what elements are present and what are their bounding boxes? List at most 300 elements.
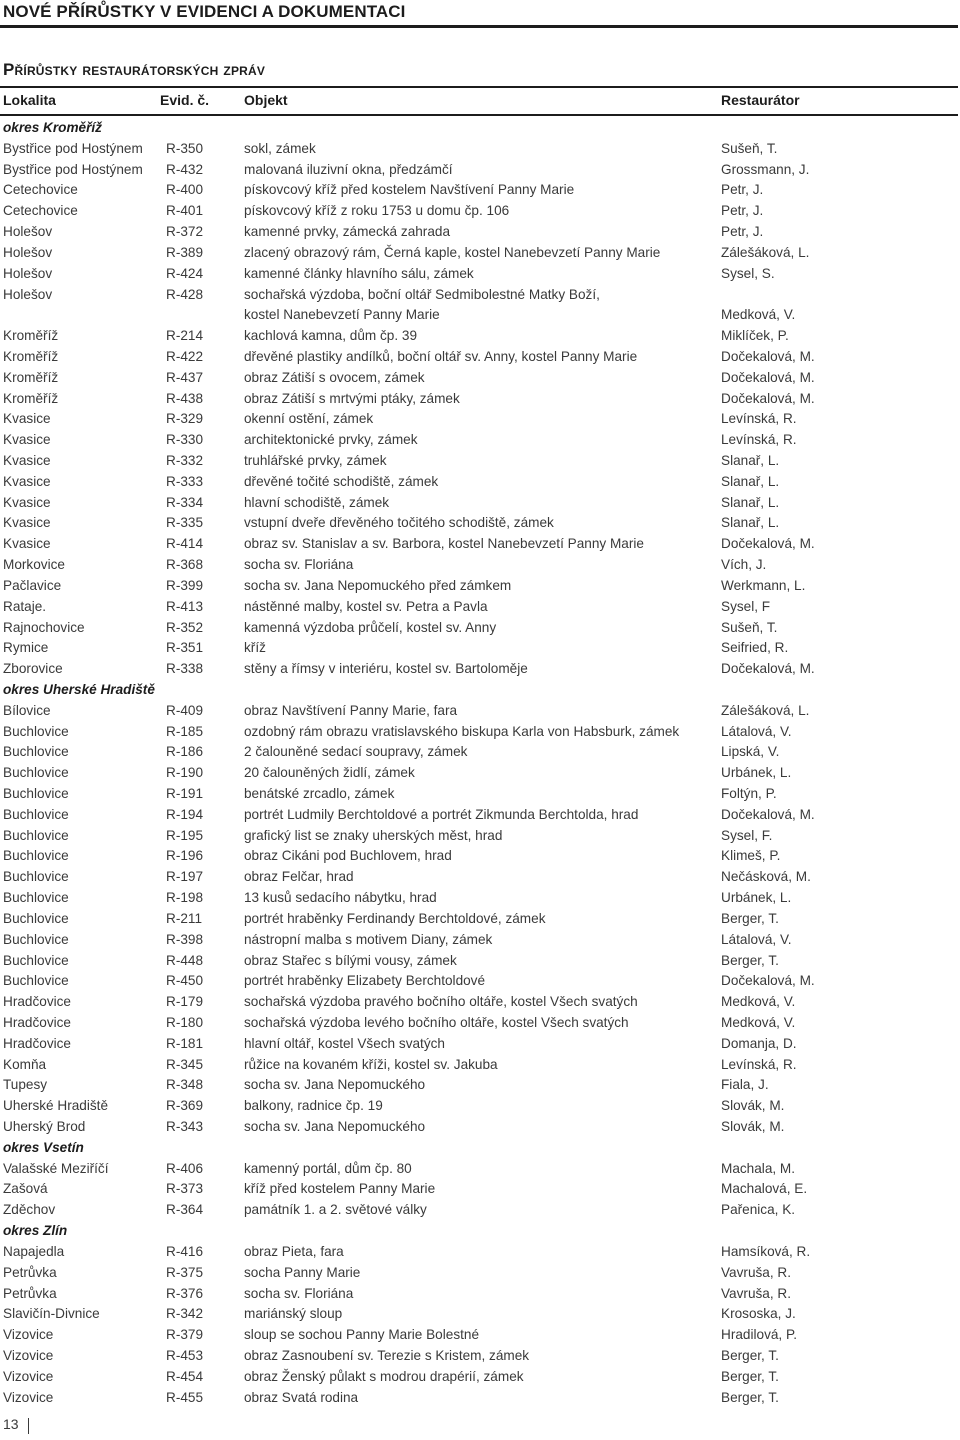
cell-objekt: pískovcový kříž před kostelem Navštívení Panny Marie — [244, 182, 575, 198]
table-row — [0, 285, 958, 327]
cell-lokalita: Buchlovice — [3, 890, 69, 906]
cell-objekt: obraz Ženský půlakt s modrou drapérií, zámek — [244, 1368, 524, 1384]
cell-objekt: sloup se sochou Panny Marie Bolestné — [244, 1327, 480, 1343]
table-row — [0, 951, 958, 972]
table-row — [0, 1159, 958, 1180]
cell-lokalita: Rataje. — [3, 598, 47, 614]
cell-objekt: balkony, radnice čp. 19 — [244, 1098, 383, 1114]
cell-lokalita: Kvasice — [3, 473, 51, 489]
table-header — [0, 90, 958, 111]
cell-objekt: socha sv. Jana Nepomuckého — [244, 1119, 426, 1134]
cell-objekt: truhlářské prvky, zámek — [244, 453, 387, 468]
cell-evid: R-333 — [166, 473, 204, 489]
table-row — [0, 1034, 958, 1055]
cell-objekt: sokl, zámek — [244, 140, 316, 156]
cell-objekt: socha sv. Jana Nepomuckého před zámkem — [244, 577, 512, 593]
cell-objekt: portrét hraběnky Ferdinandy Berchtoldové, zámek — [244, 910, 546, 926]
cell-objekt: socha sv. Floriána — [244, 1285, 354, 1301]
cell-lokalita: Valašské Meziříčí — [3, 1160, 109, 1176]
cell-objekt: vstupní dveře dřevěného točitého schodiště, zámek — [244, 515, 554, 531]
cell-evid: R-450 — [166, 973, 204, 989]
cell-evid: R-195 — [166, 827, 204, 843]
cell-lokalita: Kvasice — [3, 515, 51, 531]
cell-lokalita: Kroměříž — [3, 348, 59, 364]
cell-lokalita: Zašová — [3, 1181, 48, 1197]
cell-restaurator: Látalová, V. — [721, 723, 792, 739]
cell-restaurator: Dočekalová, M. — [721, 390, 815, 406]
cell-lokalita: Komňa — [3, 1056, 47, 1072]
cell-evid: R-400 — [166, 182, 204, 198]
cell-evid: R-375 — [166, 1264, 204, 1280]
district-heading — [0, 1221, 958, 1242]
cell-evid: R-190 — [166, 765, 204, 781]
cell-restaurator: Dočekalová, M. — [721, 536, 815, 552]
cell-restaurator: Petr, J. — [721, 203, 764, 219]
cell-evid: R-438 — [166, 390, 204, 406]
cell-lokalita: Vizovice — [3, 1327, 54, 1343]
cell-restaurator: Machala, M. — [721, 1160, 796, 1176]
district-label: okres Kroměříž — [3, 120, 102, 135]
header-rule — [0, 114, 958, 116]
section-title: Přírůstky restaurátorských zpráv — [3, 60, 266, 79]
table-row — [0, 555, 958, 576]
table-row — [0, 888, 958, 909]
cell-lokalita: Hradčovice — [3, 1014, 71, 1030]
cell-objekt: okenní ostění, zámek — [244, 411, 374, 427]
cell-objekt: 13 kusů sedacího nábytku, hrad — [244, 890, 437, 906]
cell-evid: R-416 — [166, 1243, 204, 1259]
cell-lokalita: Holešov — [3, 224, 53, 240]
cell-evid: R-437 — [166, 369, 204, 385]
table-row — [0, 1263, 958, 1284]
cell-restaurator: Medková, V. — [721, 1014, 796, 1030]
cell-lokalita: Rajnochovice — [3, 619, 85, 635]
cell-restaurator: Urbánek, L. — [721, 765, 792, 781]
cell-evid: R-180 — [166, 1014, 204, 1030]
cell-lokalita: Cetechovice — [3, 203, 78, 219]
page-number-rule — [28, 1418, 29, 1434]
cell-objekt: 20 čalouněných židlí, zámek — [244, 765, 415, 781]
cell-restaurator: Sysel, F — [721, 598, 771, 614]
table-row — [0, 763, 958, 784]
page-number: 13 — [3, 1416, 19, 1432]
cell-restaurator: Dočekalová, M. — [721, 369, 815, 385]
cell-lokalita: Buchlovice — [3, 952, 69, 968]
cell-restaurator: Domanja, D. — [721, 1035, 797, 1051]
cell-evid: R-406 — [166, 1160, 204, 1176]
table-row — [0, 1304, 958, 1325]
cell-restaurator: Medková, V. — [721, 307, 796, 323]
cell-lokalita: Morkovice — [3, 557, 65, 573]
cell-objekt: socha sv. Floriána — [244, 557, 354, 573]
cell-restaurator: Dočekalová, M. — [721, 973, 815, 989]
cell-objekt: mariánský sloup — [244, 1306, 343, 1322]
cell-restaurator: Pařenica, K. — [721, 1202, 796, 1218]
cell-restaurator: Grossmann, J. — [721, 161, 810, 177]
cell-restaurator: Sušeň, T. — [721, 619, 778, 635]
table-row — [0, 597, 958, 618]
cell-objekt: portrét Ludmily Berchtoldové a portrét Zikmunda Berchtolda, hrad — [244, 806, 639, 822]
cell-restaurator: Slanař, L. — [721, 515, 780, 531]
cell-evid: R-342 — [166, 1306, 204, 1322]
title-rule — [0, 25, 958, 28]
cell-objekt: benátské zrcadlo, zámek — [244, 786, 395, 801]
cell-lokalita: Buchlovice — [3, 931, 69, 947]
cell-evid: R-194 — [166, 806, 204, 822]
cell-evid: R-376 — [166, 1285, 204, 1301]
cell-evid: R-364 — [166, 1202, 204, 1218]
cell-objekt: dřevěné točité schodiště, zámek — [244, 473, 439, 489]
cell-objekt-continued: kostel Nanebevzetí Panny Marie — [244, 307, 440, 323]
cell-restaurator: Levínská, R. — [721, 411, 797, 427]
header-restaurator: Restaurátor — [721, 92, 800, 108]
cell-objekt: architektonické prvky, zámek — [244, 432, 418, 448]
cell-objekt: nástěnné malby, kostel sv. Petra a Pavla — [244, 598, 488, 614]
cell-evid: R-372 — [166, 224, 204, 240]
cell-evid: R-413 — [166, 598, 204, 614]
cell-evid: R-198 — [166, 890, 204, 906]
cell-restaurator: Zálešáková, L. — [721, 702, 810, 718]
cell-objekt: obraz Pieta, fara — [244, 1243, 344, 1259]
cell-evid: R-334 — [166, 494, 204, 510]
table-row — [0, 826, 958, 847]
cell-objekt: pískovcový kříž z roku 1753 u domu čp. 106 — [244, 203, 510, 219]
table-row — [0, 409, 958, 430]
cell-evid: R-453 — [166, 1347, 204, 1363]
table-row — [0, 451, 958, 472]
cell-lokalita: Holešov — [3, 265, 53, 281]
table-row — [0, 1117, 958, 1138]
cell-lokalita: Vizovice — [3, 1347, 54, 1363]
cell-restaurator: Lipská, V. — [721, 744, 780, 760]
district-heading — [0, 118, 958, 139]
cell-restaurator: Hamsíková, R. — [721, 1243, 811, 1259]
table-row — [0, 576, 958, 597]
cell-lokalita: Buchlovice — [3, 723, 69, 739]
table-row — [0, 201, 958, 222]
cell-evid: R-330 — [166, 432, 204, 448]
cell-lokalita: Buchlovice — [3, 786, 69, 801]
table-row — [0, 347, 958, 368]
cell-lokalita: Kroměříž — [3, 328, 59, 344]
cell-objekt: růžice na kovaném kříži, kostel sv. Jakuba — [244, 1056, 498, 1072]
cell-restaurator: Látalová, V. — [721, 931, 792, 947]
cell-restaurator: Slanař, L. — [721, 494, 780, 510]
cell-restaurator: Petr, J. — [721, 224, 764, 240]
section-rule — [0, 86, 958, 88]
table-row — [0, 659, 958, 680]
table-row — [0, 180, 958, 201]
cell-lokalita: Rymice — [3, 640, 49, 656]
cell-evid: R-389 — [166, 244, 204, 260]
table-row — [0, 1075, 958, 1096]
cell-objekt: památník 1. a 2. světové války — [244, 1202, 427, 1218]
cell-lokalita: Kvasice — [3, 536, 51, 552]
cell-lokalita: Uherský Brod — [3, 1119, 86, 1134]
table-row — [0, 1367, 958, 1388]
page-title: NOVÉ PŘÍRŮSTKY V EVIDENCI A DOKUMENTACI — [3, 2, 406, 21]
cell-objekt: sochařská výzdoba, boční oltář Sedmibolestné Matky Boží, — [244, 286, 600, 302]
table-row — [0, 222, 958, 243]
cell-lokalita: Buchlovice — [3, 765, 69, 781]
cell-evid: R-332 — [166, 453, 204, 468]
table-row — [0, 326, 958, 347]
cell-objekt: stěny a římsy v interiéru, kostel sv. Bartoloměje — [244, 661, 528, 677]
district-label: okres Vsetín — [3, 1139, 84, 1155]
table-row — [0, 1242, 958, 1263]
cell-evid: R-345 — [166, 1056, 204, 1072]
cell-objekt: portrét hraběnky Elizabety Berchtoldové — [244, 973, 486, 989]
cell-restaurator: Klimeš, P. — [721, 848, 781, 864]
table-row — [0, 160, 958, 181]
cell-restaurator: Levínská, R. — [721, 1056, 797, 1072]
cell-lokalita: Petrůvka — [3, 1285, 57, 1301]
cell-restaurator: Dočekalová, M. — [721, 661, 815, 677]
cell-evid: R-185 — [166, 723, 204, 739]
cell-objekt: obraz Zasnoubení sv. Terezie s Kristem, zámek — [244, 1347, 530, 1363]
table-row — [0, 1200, 958, 1221]
cell-objekt: kříž před kostelem Panny Marie — [244, 1181, 436, 1197]
cell-objekt: kamenné články hlavního sálu, zámek — [244, 265, 474, 281]
cell-objekt: obraz Svatá rodina — [244, 1389, 359, 1405]
cell-evid: R-414 — [166, 536, 204, 552]
table-row — [0, 243, 958, 264]
cell-objekt: grafický list se znaky uherských měst, hrad — [244, 827, 503, 843]
cell-lokalita: Buchlovice — [3, 973, 69, 989]
district-label: okres Uherské Hradiště — [3, 681, 155, 697]
cell-objekt: obraz Zátiší s ovocem, zámek — [244, 369, 425, 385]
table-row — [0, 701, 958, 722]
cell-lokalita: Holešov — [3, 244, 53, 260]
cell-restaurator: Hradilová, P. — [721, 1327, 798, 1343]
cell-lokalita: Kroměříž — [3, 390, 59, 406]
cell-lokalita: Buchlovice — [3, 848, 69, 864]
table-row — [0, 805, 958, 826]
cell-evid: R-401 — [166, 203, 204, 219]
table-row — [0, 638, 958, 659]
cell-restaurator: Medková, V. — [721, 994, 796, 1010]
table-row — [0, 1055, 958, 1076]
cell-objekt: obraz Felčar, hrad — [244, 869, 354, 885]
cell-evid: R-350 — [166, 140, 204, 156]
cell-evid: R-348 — [166, 1077, 204, 1093]
table-body — [0, 118, 958, 1408]
table-row — [0, 1388, 958, 1409]
cell-lokalita: Holešov — [3, 286, 53, 302]
cell-lokalita: Buchlovice — [3, 869, 69, 885]
cell-restaurator: Foltýn, P. — [721, 786, 777, 801]
table-row — [0, 1013, 958, 1034]
cell-objekt: kamenné prvky, zámecká zahrada — [244, 224, 451, 240]
cell-restaurator: Urbánek, L. — [721, 890, 792, 906]
cell-restaurator: Fiala, J. — [721, 1077, 769, 1093]
cell-evid: R-424 — [166, 265, 204, 281]
cell-evid: R-338 — [166, 661, 204, 677]
district-label: okres Zlín — [3, 1223, 68, 1239]
cell-lokalita: Cetechovice — [3, 182, 78, 198]
cell-restaurator: Slovák, M. — [721, 1098, 785, 1114]
cell-objekt: kachlová kamna, dům čp. 39 — [244, 328, 418, 344]
cell-objekt: obraz Cikáni pod Buchlovem, hrad — [244, 848, 452, 864]
cell-restaurator: Vavruša, R. — [721, 1264, 792, 1280]
table-row — [0, 722, 958, 743]
cell-objekt: obraz Navštívení Panny Marie, fara — [244, 702, 458, 718]
cell-objekt: socha Panny Marie — [244, 1264, 361, 1280]
cell-lokalita: Kroměříž — [3, 369, 59, 385]
cell-restaurator: Sušeň, T. — [721, 140, 778, 156]
table-row — [0, 430, 958, 451]
cell-lokalita: Kvasice — [3, 453, 51, 468]
cell-lokalita: Zděchov — [3, 1202, 56, 1218]
cell-restaurator: Sysel, F. — [721, 827, 773, 843]
table-row — [0, 742, 958, 763]
table-row — [0, 930, 958, 951]
cell-restaurator: Machalová, E. — [721, 1181, 808, 1197]
cell-evid: R-343 — [166, 1119, 204, 1134]
cell-objekt: socha sv. Jana Nepomuckého — [244, 1077, 426, 1093]
cell-evid: R-197 — [166, 869, 204, 885]
table-row — [0, 867, 958, 888]
cell-restaurator: Sysel, S. — [721, 265, 775, 281]
cell-restaurator: Slanař, L. — [721, 473, 780, 489]
cell-objekt: obraz Zátiší s mrtvými ptáky, zámek — [244, 390, 460, 406]
cell-lokalita: Pačlavice — [3, 577, 62, 593]
table-row — [0, 618, 958, 639]
cell-objekt: malovaná iluzivní okna, předzámčí — [244, 161, 453, 177]
cell-restaurator: Zálešáková, L. — [721, 244, 810, 260]
table-row — [0, 139, 958, 160]
cell-objekt: hlavní oltář, kostel Všech svatých — [244, 1035, 445, 1051]
header-objekt: Objekt — [244, 92, 288, 108]
cell-evid: R-398 — [166, 931, 204, 947]
cell-evid: R-373 — [166, 1181, 204, 1197]
cell-evid: R-179 — [166, 994, 204, 1010]
cell-lokalita: Bystřice pod Hostýnem — [3, 161, 143, 177]
cell-objekt: kamenný portál, dům čp. 80 — [244, 1160, 412, 1176]
table-row — [0, 513, 958, 534]
cell-objekt: sochařská výzdoba pravého bočního oltáře, kostel Všech svatých — [244, 994, 638, 1010]
cell-evid: R-191 — [166, 786, 204, 801]
cell-evid: R-379 — [166, 1327, 204, 1343]
cell-evid: R-428 — [166, 286, 204, 302]
cell-restaurator: Miklíček, P. — [721, 328, 789, 344]
cell-evid: R-455 — [166, 1389, 204, 1405]
cell-lokalita: Slavičín-Divnice — [3, 1306, 100, 1322]
table-row — [0, 534, 958, 555]
cell-lokalita: Zborovice — [3, 661, 63, 677]
cell-evid: R-181 — [166, 1035, 204, 1051]
cell-evid: R-335 — [166, 515, 204, 531]
cell-lokalita: Bystřice pod Hostýnem — [3, 140, 143, 156]
cell-evid: R-211 — [166, 910, 203, 926]
cell-objekt: kříž — [244, 640, 266, 656]
table-row — [0, 493, 958, 514]
cell-lokalita: Buchlovice — [3, 827, 69, 843]
cell-evid: R-454 — [166, 1368, 204, 1384]
cell-restaurator: Berger, T. — [721, 1347, 779, 1363]
cell-restaurator: Slanař, L. — [721, 453, 780, 468]
cell-evid: R-448 — [166, 952, 204, 968]
district-heading — [0, 680, 958, 701]
cell-restaurator: Levínská, R. — [721, 432, 797, 448]
cell-lokalita: Vizovice — [3, 1368, 54, 1384]
cell-lokalita: Vizovice — [3, 1389, 54, 1405]
cell-evid: R-368 — [166, 557, 204, 573]
cell-restaurator: Berger, T. — [721, 1368, 779, 1384]
cell-lokalita: Hradčovice — [3, 994, 71, 1010]
cell-restaurator: Werkmann, L. — [721, 577, 806, 593]
table-row — [0, 992, 958, 1013]
cell-objekt: zlacený obrazový rám, Černá kaple, kostel Nanebevzetí Panny Marie — [244, 244, 661, 260]
cell-restaurator: Seifried, R. — [721, 640, 789, 656]
cell-evid: R-329 — [166, 411, 204, 427]
cell-evid: R-409 — [166, 702, 204, 718]
cell-evid: R-186 — [166, 744, 204, 760]
cell-evid: R-432 — [166, 161, 204, 177]
table-row — [0, 472, 958, 493]
cell-lokalita: Buchlovice — [3, 744, 69, 760]
cell-evid: R-369 — [166, 1098, 204, 1114]
cell-restaurator: Dočekalová, M. — [721, 806, 815, 822]
cell-lokalita: Kvasice — [3, 494, 51, 510]
table-row — [0, 1346, 958, 1367]
table-row — [0, 368, 958, 389]
cell-lokalita: Buchlovice — [3, 910, 69, 926]
cell-objekt: kamenná výzdoba průčelí, kostel sv. Anny — [244, 619, 497, 635]
cell-restaurator: Vavruša, R. — [721, 1285, 792, 1301]
cell-objekt: obraz sv. Stanislav a sv. Barbora, kostel Nanebevzetí Panny Marie — [244, 536, 644, 552]
cell-evid: R-352 — [166, 619, 204, 635]
cell-lokalita: Kvasice — [3, 411, 51, 427]
table-row — [0, 1096, 958, 1117]
table-row — [0, 1284, 958, 1305]
cell-lokalita: Uherské Hradiště — [3, 1098, 109, 1114]
cell-objekt: dřevěné plastiky andílků, boční oltář sv. Anny, kostel Panny Marie — [244, 348, 638, 364]
cell-restaurator: Vích, J. — [721, 557, 767, 573]
cell-lokalita: Petrůvka — [3, 1264, 57, 1280]
cell-restaurator: Berger, T. — [721, 910, 779, 926]
cell-lokalita: Bílovice — [3, 702, 51, 718]
table-row — [0, 909, 958, 930]
cell-lokalita: Buchlovice — [3, 806, 69, 822]
table-row — [0, 784, 958, 805]
cell-objekt: sochařská výzdoba levého bočního oltáře, kostel Všech svatých — [244, 1014, 629, 1030]
cell-lokalita: Hradčovice — [3, 1035, 71, 1051]
header-lokalita: Lokalita — [3, 92, 56, 108]
cell-restaurator: Dočekalová, M. — [721, 348, 815, 364]
table-row — [0, 264, 958, 285]
header-evid: Evid. č. — [160, 92, 210, 108]
cell-lokalita: Napajedla — [3, 1243, 65, 1259]
cell-evid: R-196 — [166, 848, 204, 864]
table-row — [0, 1325, 958, 1346]
cell-restaurator: Nečásková, M. — [721, 869, 811, 885]
table-row — [0, 846, 958, 867]
cell-objekt: hlavní schodiště, zámek — [244, 494, 390, 510]
cell-restaurator: Petr, J. — [721, 182, 764, 198]
table-row — [0, 389, 958, 410]
cell-evid: R-422 — [166, 348, 204, 364]
cell-objekt: obraz Stařec s bílými vousy, zámek — [244, 952, 457, 968]
cell-lokalita: Tupesy — [3, 1077, 48, 1093]
cell-objekt: ozdobný rám obrazu vratislavského biskupa Karla von Habsburk, zámek — [244, 723, 680, 739]
cell-restaurator: Berger, T. — [721, 952, 779, 968]
district-heading — [0, 1138, 958, 1159]
table-row — [0, 1179, 958, 1200]
cell-restaurator: Berger, T. — [721, 1389, 779, 1405]
cell-restaurator: Krososka, J. — [721, 1306, 796, 1322]
table-row — [0, 971, 958, 992]
